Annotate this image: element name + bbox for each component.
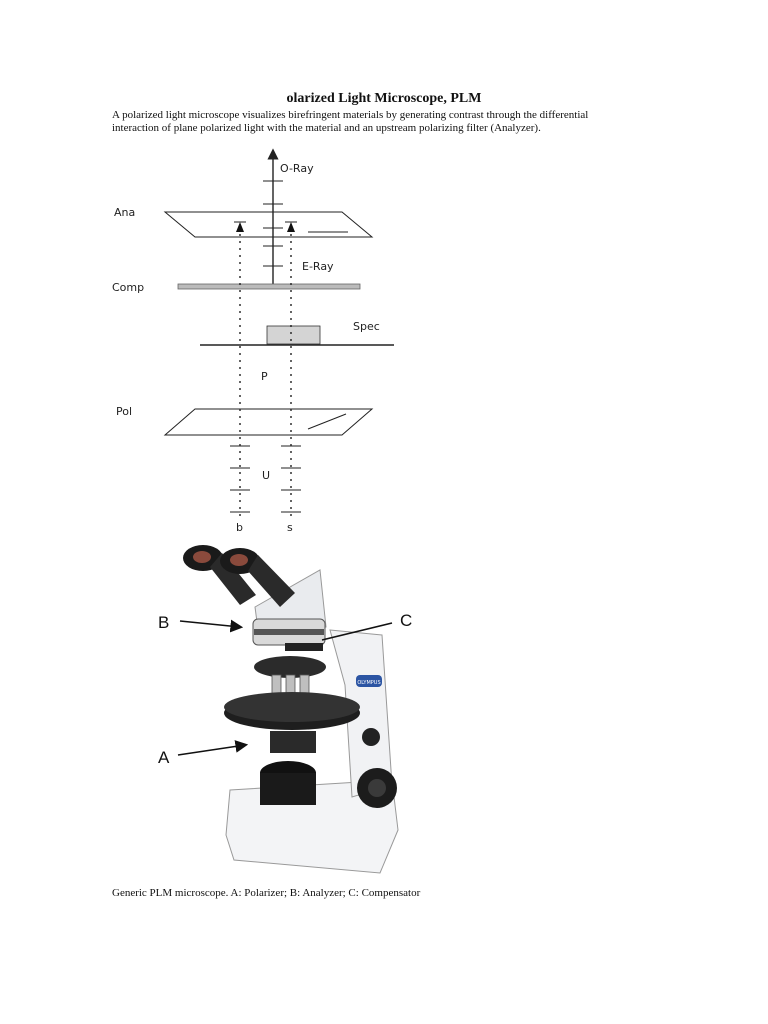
label-b: b xyxy=(236,521,243,534)
figure-caption: Generic PLM microscope. A: Polarizer; B: Analyzer; C: Compensator xyxy=(112,887,421,899)
ray-s-arrow xyxy=(287,222,295,232)
microscope-photo xyxy=(130,535,430,880)
callout-c-label: C xyxy=(400,611,413,630)
fine-knob xyxy=(362,728,380,746)
callout-a-label: A xyxy=(158,748,170,767)
label-e-ray: E-Ray xyxy=(302,260,334,273)
label-s: s xyxy=(287,521,293,534)
label-spec: Spec xyxy=(353,320,380,333)
polarizer-axis-arrow xyxy=(308,414,346,429)
callout-b-arrow xyxy=(180,621,240,627)
condenser-polarizer xyxy=(270,731,316,753)
polarizer-plane xyxy=(165,409,372,435)
polarized-light-diagram xyxy=(100,148,410,538)
label-pol: Pol xyxy=(116,405,133,418)
callout-b-label: B xyxy=(158,613,170,632)
compensator-slot xyxy=(285,643,323,651)
analyzer-plane xyxy=(165,212,372,237)
label-p: P xyxy=(261,370,268,383)
eyepieces xyxy=(183,545,295,607)
callout-a-arrow xyxy=(178,745,245,755)
ray-b-arrow xyxy=(236,222,244,232)
intro-paragraph: A polarized light microscope visualizes birefringent materials by generating contrast through the differential interaction of plane polarized light with the material and an upstream polarizing filter (Analyzer). xyxy=(112,109,589,134)
brand-badge-text: OLYMPUS xyxy=(357,680,381,686)
page-title: olarized Light Microscope, PLM xyxy=(286,91,482,106)
label-comp: Comp xyxy=(112,281,145,294)
compensator-plate xyxy=(178,284,360,289)
label-ana: Ana xyxy=(114,206,136,219)
label-o-ray: O-Ray xyxy=(280,162,314,175)
label-u: U xyxy=(262,469,271,482)
specimen-block xyxy=(267,326,320,344)
